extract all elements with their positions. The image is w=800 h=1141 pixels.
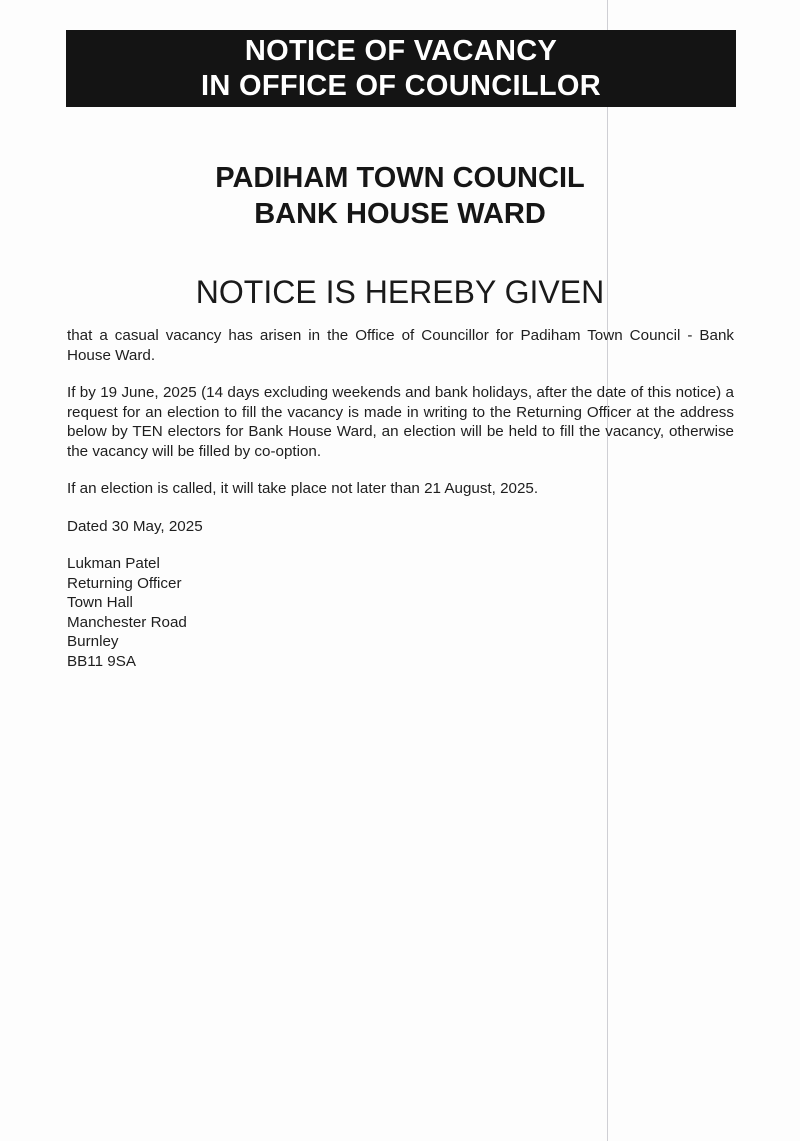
title-line-2: IN OFFICE OF COUNCILLOR (201, 70, 601, 102)
title-line-1: NOTICE OF VACANCY (244, 35, 558, 67)
signatory-name: Lukman Patel (67, 555, 160, 572)
address-line-2: Manchester Road (67, 613, 187, 631)
election-date-paragraph: If an election is called, it will take place not later than 21 August, 2025. (67, 480, 539, 497)
postcode: BB11 9SA (67, 652, 136, 670)
title-banner (66, 30, 736, 107)
vacancy-paragraph: that a casual vacancy has arisen in the Office of Councillor for Padiham Town Council - Bank House Ward. (67, 327, 734, 364)
signatory-block (67, 554, 734, 671)
address-line-3: Burnley (67, 633, 119, 650)
council-heading (0, 160, 800, 232)
notice-body (67, 326, 734, 671)
signatory-role: Returning Officer (67, 574, 182, 592)
notice-heading: NOTICE IS HEREBY GIVEN (195, 274, 605, 310)
council-name: PADIHAM TOWN COUNCIL (215, 162, 585, 194)
ward-name: BANK HOUSE WARD (254, 198, 546, 230)
dated-line: Dated 30 May, 2025 (67, 517, 203, 535)
address-line-1: Town Hall (67, 594, 133, 611)
election-request-paragraph: If by 19 June, 2025 (14 days excluding weekends and bank holidays, after the date of this notice) a request for an election to fill the vacancy is made in writing to the Returning Officer at the address below by TEN electors for Bank House Ward, an election will be held to fill the vacancy, otherwise the vacancy will be filled by co-option. (67, 384, 734, 460)
